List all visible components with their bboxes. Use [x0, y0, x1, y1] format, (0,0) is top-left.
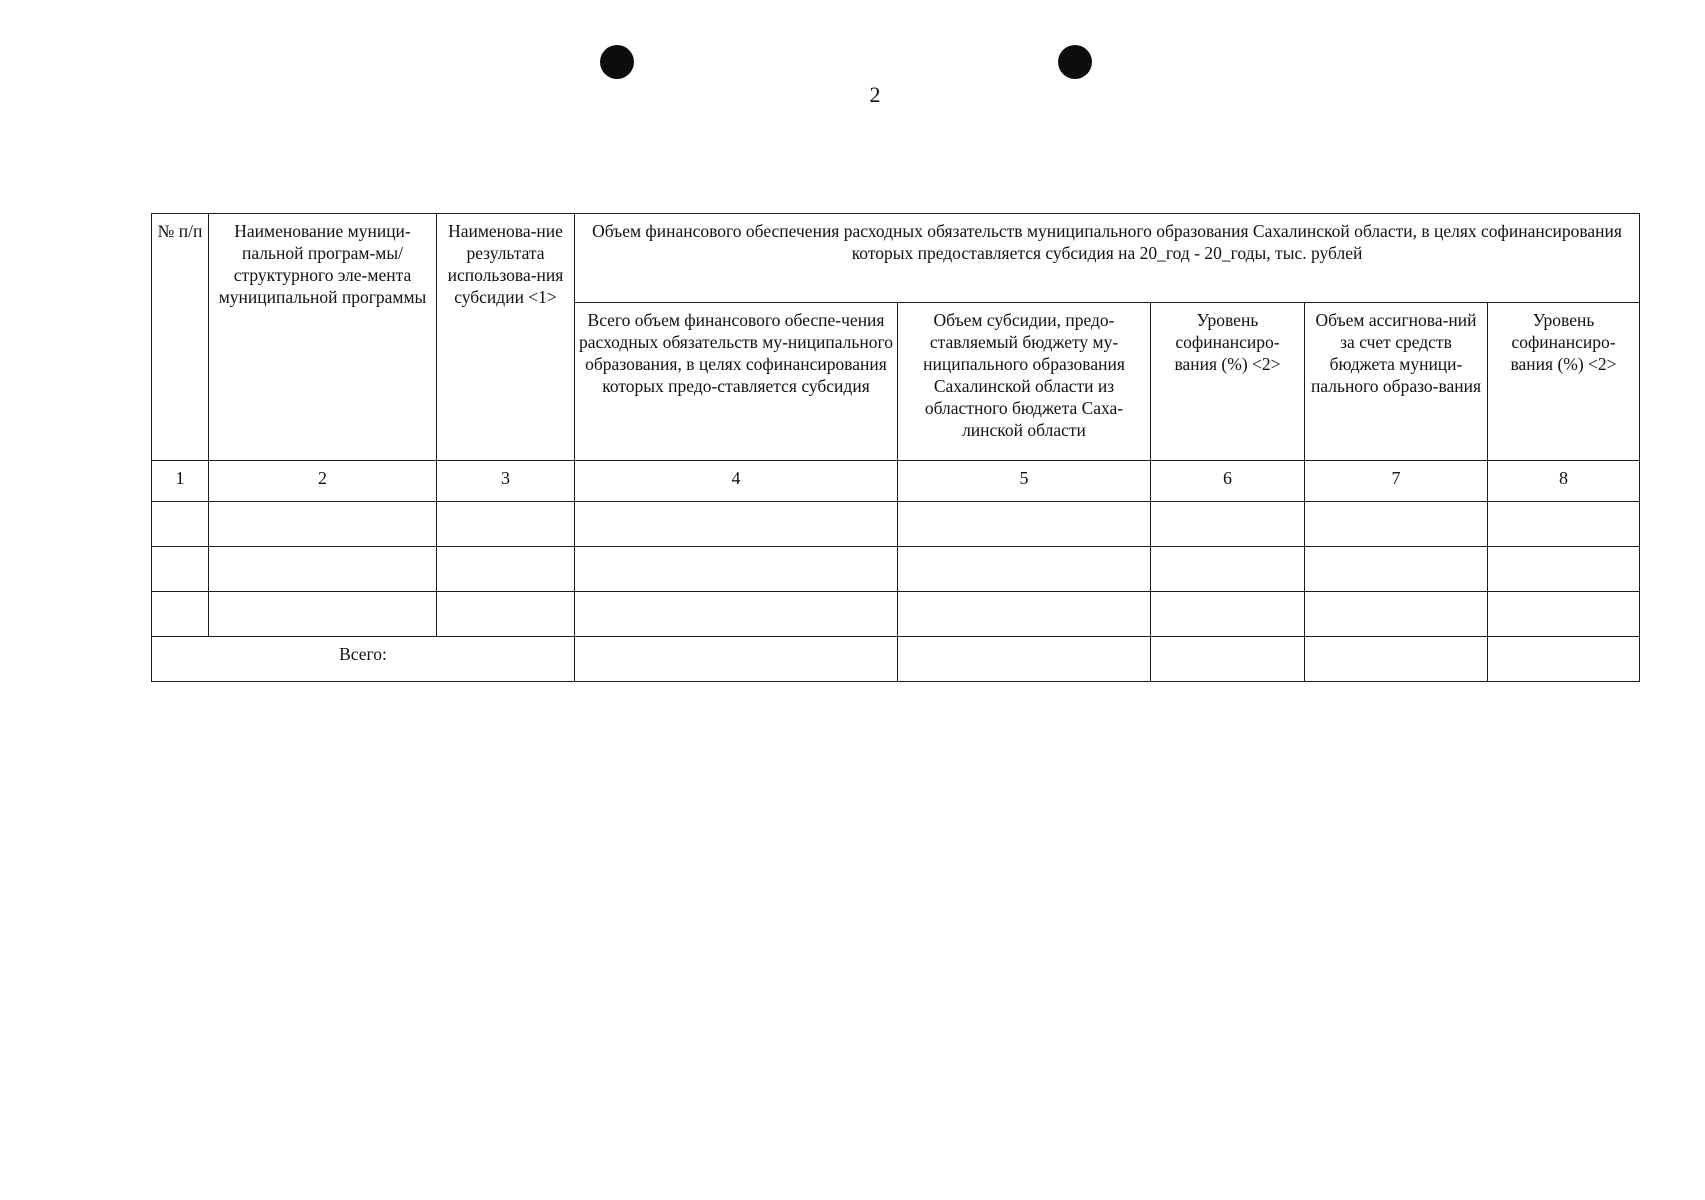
table-cell: [898, 592, 1151, 637]
subsidy-table: [151, 213, 1640, 682]
table-cell: [1305, 502, 1488, 547]
table-row: [152, 592, 1640, 637]
column-number-cell: 3: [437, 461, 575, 502]
table-cell: [437, 547, 575, 592]
column-number-cell: 5: [898, 461, 1151, 502]
column-number-cell: 8: [1488, 461, 1640, 502]
header-col-cofinancing-level-2: Уровень софинансиро-вания (%) <2>: [1488, 303, 1640, 461]
header-col-program-name: Наименование муници-пальной програм-мы/структурного эле-мента муниципальной программы: [209, 214, 437, 461]
header-col-subsidy-volume: Объем субсидии, предо-ставляемый бюджету му-ниципального образования Сахалинской области из областного бюджета Саха-линской области: [898, 303, 1151, 461]
table-cell: [898, 502, 1151, 547]
column-number-cell: 4: [575, 461, 898, 502]
page-number: 2: [869, 82, 881, 107]
header-col-number: № п/п: [152, 214, 209, 461]
column-number-cell: 1: [152, 461, 209, 502]
table-cell: [209, 502, 437, 547]
column-number-cell: 7: [1305, 461, 1488, 502]
table-cell: [1488, 547, 1640, 592]
header-row-main: [152, 214, 1640, 303]
table-cell: [1151, 547, 1305, 592]
total-cell: [1305, 637, 1488, 682]
column-numbers-row: [152, 461, 1640, 502]
table-row: [152, 547, 1640, 592]
total-label: Всего:: [152, 637, 575, 682]
column-number-cell: 6: [1151, 461, 1305, 502]
table-cell: [575, 547, 898, 592]
total-cell: [1488, 637, 1640, 682]
table-cell: [575, 502, 898, 547]
header-col-result-name: Наименова-ние результата использова-ния субсидии <1>: [437, 214, 575, 461]
header-col-cofinancing-level-1: Уровень софинансиро-вания (%) <2>: [1151, 303, 1305, 461]
punch-hole-left: [600, 45, 634, 79]
table-row: [152, 502, 1640, 547]
header-col-municipal-allocations: Объем ассигнова-ний за счет средств бюджета муници-пального образо-вания: [1305, 303, 1488, 461]
header-col-total-volume: Всего объем финансового обеспе-чения расходных обязательств му-ниципального образования, в целях софинансирования которых предо-ставляется субсидия: [575, 303, 898, 461]
table-cell: [575, 592, 898, 637]
column-number-cell: 2: [209, 461, 437, 502]
table-cell: [1151, 592, 1305, 637]
table-cell: [209, 592, 437, 637]
table-cell: [152, 547, 209, 592]
header-group-financing-volume: Объем финансового обеспечения расходных обязательств муниципального образования Сахалинской области, в целях софинансирования которых предоставляется субсидия на 20_год - 20_годы, тыс. рублей: [575, 214, 1640, 303]
table-cell: [152, 502, 209, 547]
table-cell: [1305, 592, 1488, 637]
table-cell: [1151, 502, 1305, 547]
table-cell: [1488, 502, 1640, 547]
total-cell: [575, 637, 898, 682]
total-row: [152, 637, 1640, 682]
table-cell: [898, 547, 1151, 592]
table-cell: [152, 592, 209, 637]
punch-hole-right: [1058, 45, 1092, 79]
total-cell: [1151, 637, 1305, 682]
table-cell: [437, 592, 575, 637]
table-cell: [1488, 592, 1640, 637]
table-cell: [1305, 547, 1488, 592]
total-cell: [898, 637, 1151, 682]
table-cell: [209, 547, 437, 592]
table-cell: [437, 502, 575, 547]
